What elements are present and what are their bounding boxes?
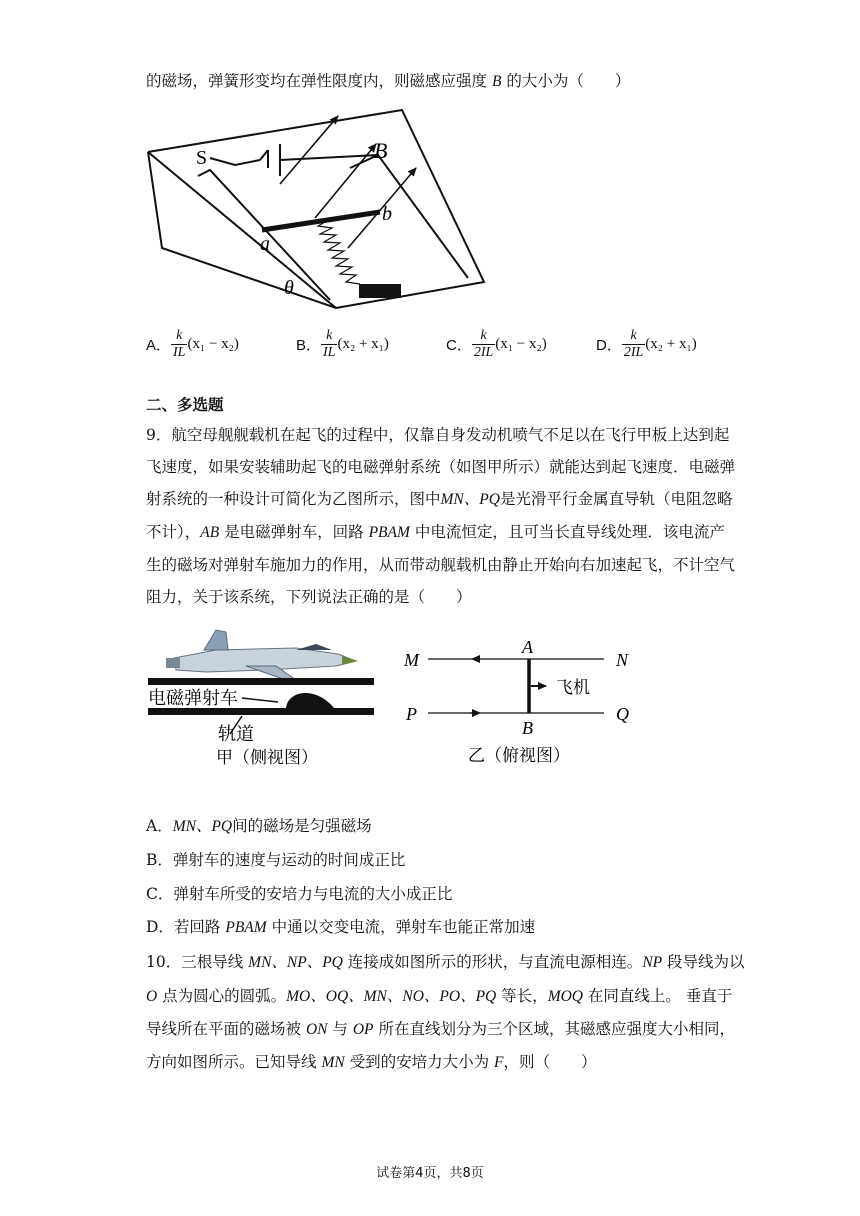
angle-theta: θ [284,277,294,299]
q8-option-c[interactable]: C． $\frac{k}{2IL}$ (x₁ − x₂) [446,328,547,360]
rod-end-a: a [260,233,270,255]
q9-top-view-figure [400,636,640,766]
q8-option-b[interactable]: B． $\frac{k}{IL}$ (x₂ + x₁) [296,328,389,360]
top-view-caption: 乙（俯视图） [468,746,570,765]
section-heading: 二、多选题 [146,395,224,414]
q8-option-d[interactable]: D． $\frac{k}{2IL}$ (x₂ + x₁) [596,328,697,360]
car-point-a: A [522,637,533,657]
q9-line-3: 射系统的一种设计可简化为乙图所示，图中MN、PQ是光滑平行金属直导轨（电阻忽略 [146,490,733,508]
rod-end-b: b [382,203,392,225]
q9-option-a[interactable]: A．MN、PQ间的磁场是匀强磁场 [146,817,372,835]
catapult-car-label: 电磁弹射车 [148,688,238,708]
q9-line-6: 阻力，关于该系统，下列说法正确的是（ ） [146,588,472,606]
rail-point-p: P [406,704,417,724]
q9-option-c[interactable]: C．弹射车所受的安培力与电流的大小成正比 [146,885,453,903]
q10-line-2: O 点为圆心的圆弧。MO、OQ、MN、NO、PO、PQ 等长，MOQ 在同直线上。 垂直于 [146,987,733,1005]
side-view-caption: 甲（侧视图） [216,748,318,767]
q9-line-4: 不计），AB 是电磁弹射车，回路 PBAM 中电流恒定，且可当长直导线处理．该电流产 [146,523,725,541]
q8-incline-figure [140,108,500,318]
jet-image [166,630,358,680]
q10-line-1: 10．三根导线 MN、NP、PQ 连接成如图所示的形状，与直流电源相连。NP 段导线为以 [146,953,745,971]
rail-point-q: Q [616,704,629,724]
rail-point-n: N [616,650,629,670]
field-label-b: B [374,138,388,163]
q9-line-2: 飞速度，如果安装辅助起飞的电磁弹射系统（如图甲所示）就能达到起飞速度．电磁弹 [146,458,736,476]
rail-label: 轨道 [218,724,254,744]
q9-line-1: 9．航空母舰舰载机在起飞的过程中，仅靠自身发动机喷气不足以在飞行甲板上达到起 [146,426,730,444]
q10-line-3: 导线所在平面的磁场被 ON 与 OP 所在直线划分为三个区域，其磁感应强度大小相同， [146,1020,735,1038]
q10-line-4: 方向如图所示。已知导线 MN 受到的安培力大小为 F，则（ ） [146,1053,597,1071]
q8-stem-end: 的磁场，弹簧形变均在弹性限度内，则磁感应强度 B 的大小为（ ） [146,72,631,90]
q9-side-view-figure [146,628,386,768]
q8-option-a[interactable]: A． $\frac{k}{IL}$ (x₁ − x₂) [146,328,239,360]
q9-option-b[interactable]: B．弹射车的速度与运动的时间成正比 [146,851,406,869]
car-point-b: B [522,718,533,738]
plane-label: 飞机 [556,678,590,697]
page-footer: 试卷第4页，共8页 [376,1166,484,1181]
q9-option-d[interactable]: D．若回路 PBAM 中通以交变电流，弹射车也能正常加速 [146,918,536,936]
rail-point-m: M [404,650,419,670]
q9-line-5: 生的磁场对弹射车施加力的作用，从而带动舰载机由静止开始向右加速起飞，不计空气 [146,556,736,574]
switch-label: S [196,147,208,169]
